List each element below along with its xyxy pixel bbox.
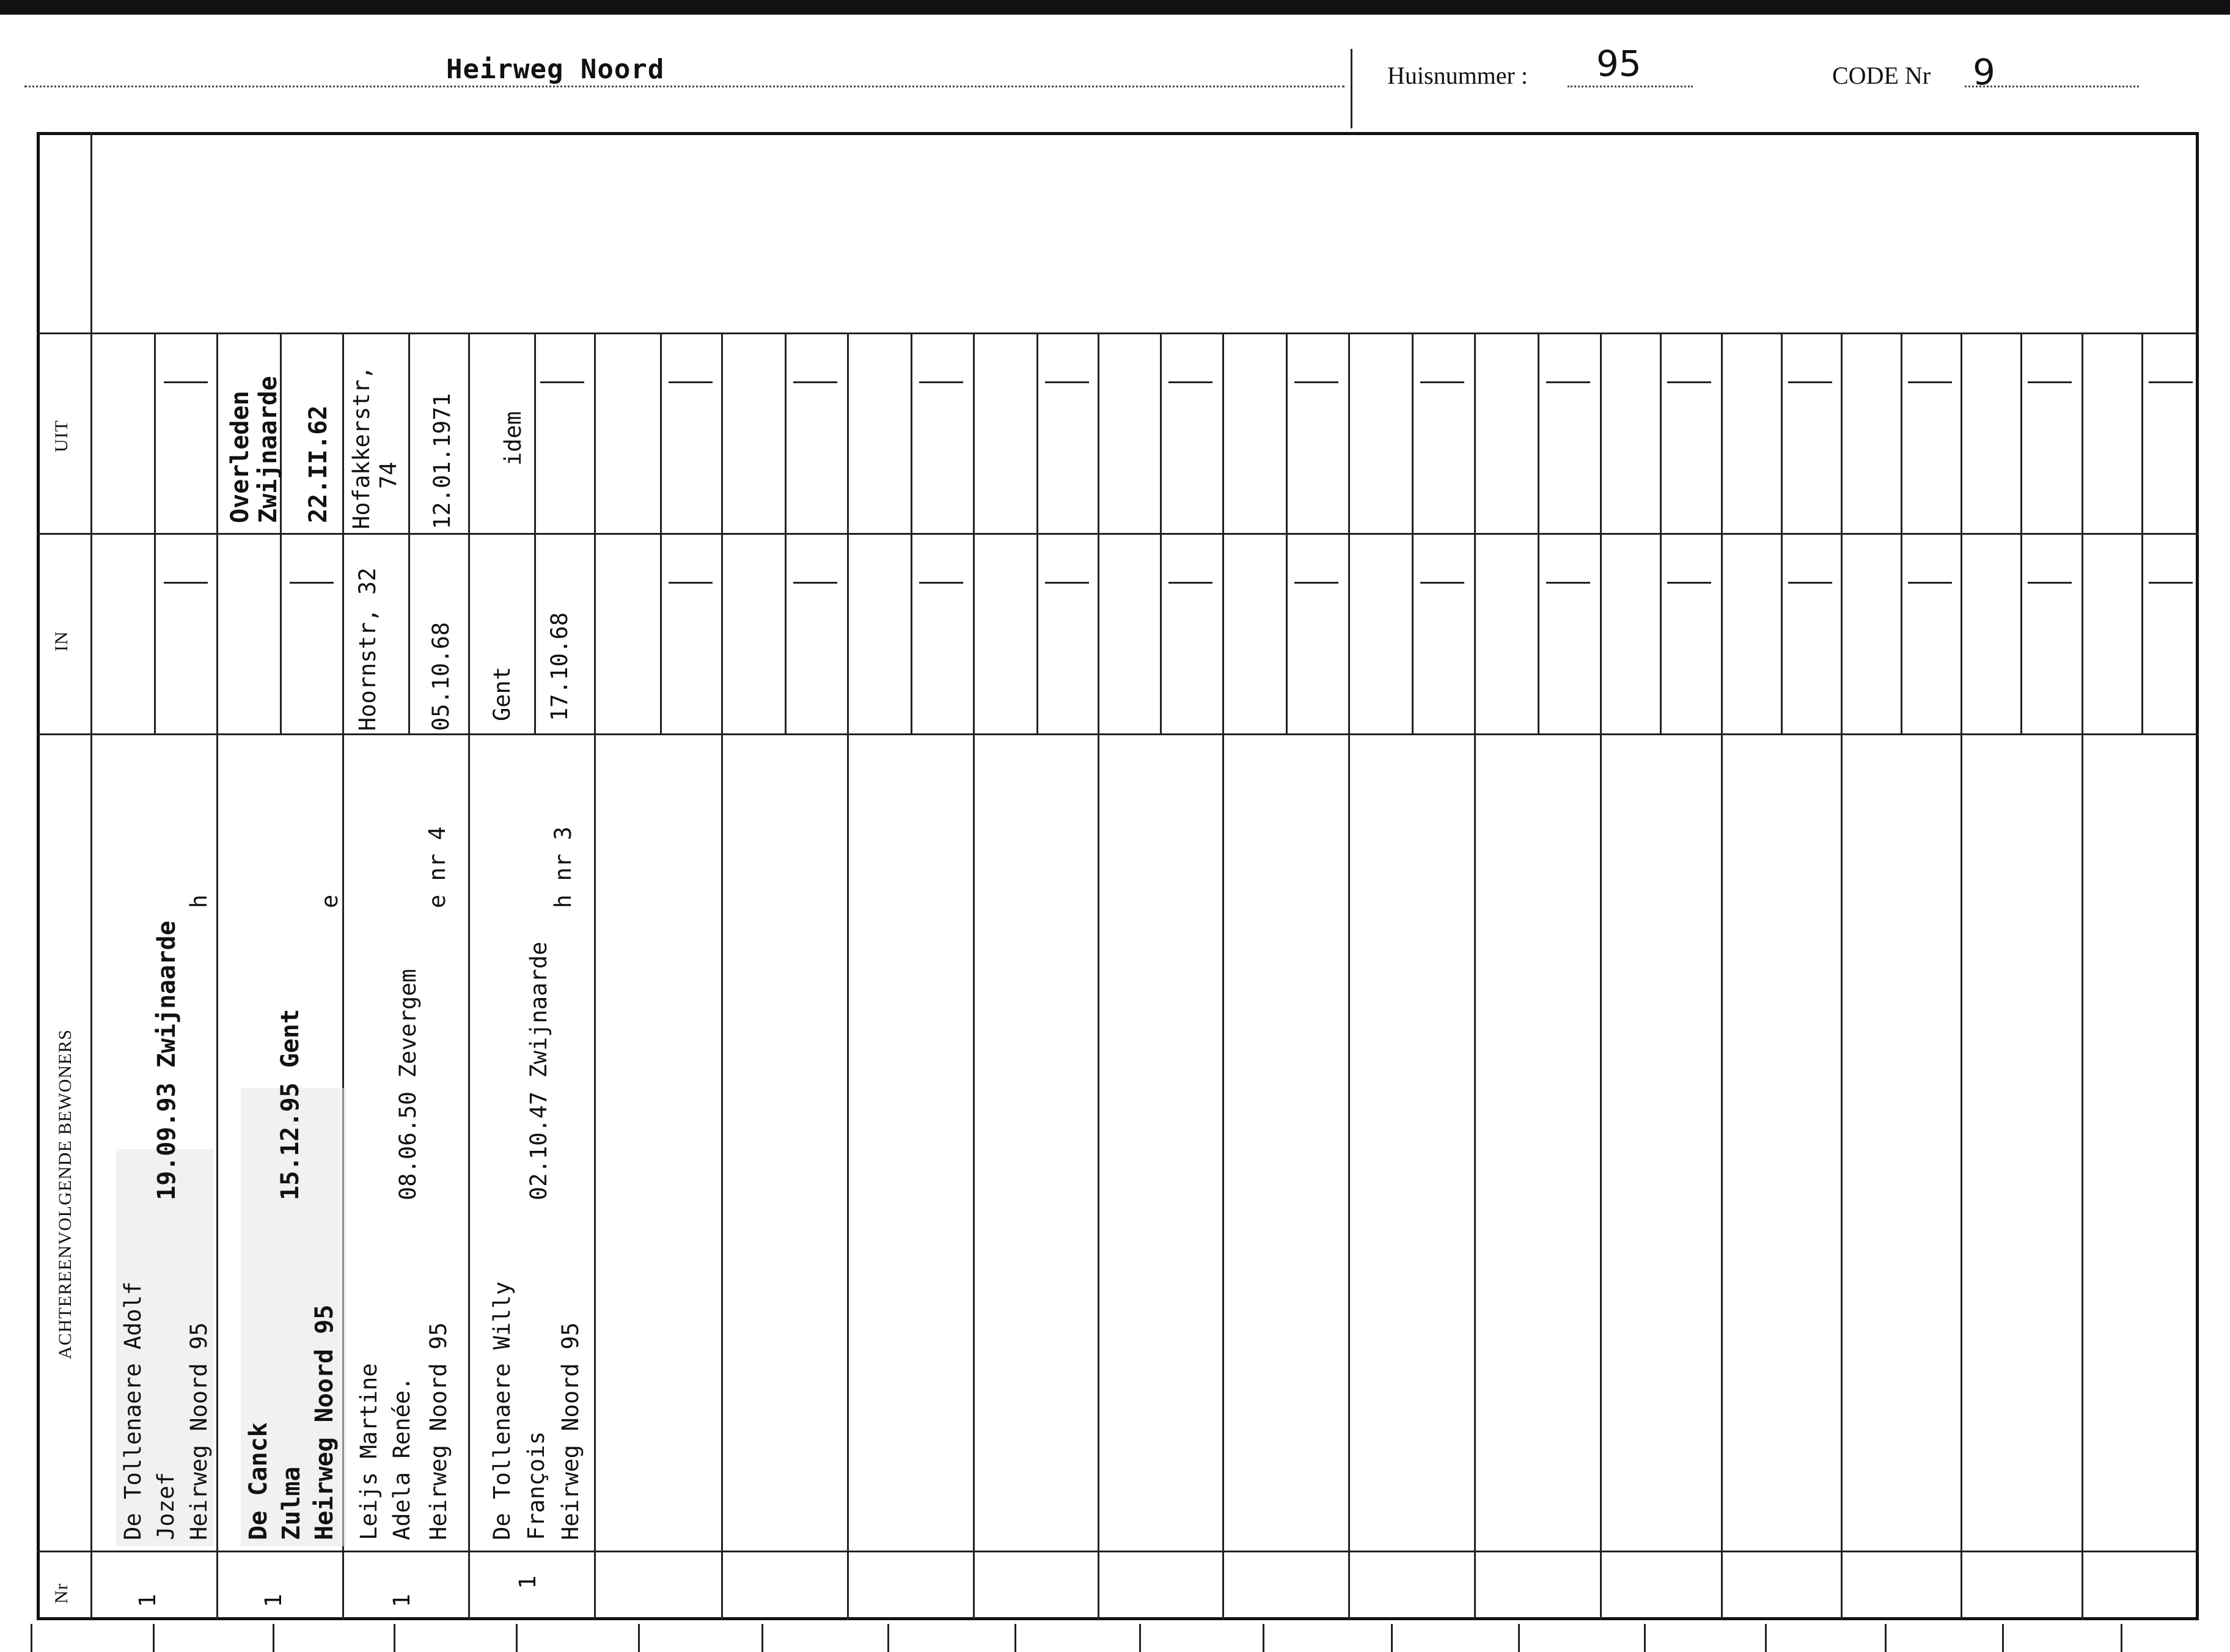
resident-address: Heirweg Noord 95: [310, 1304, 339, 1540]
resident-in-date: 17.10.68: [546, 612, 573, 721]
col-line: [847, 332, 849, 1620]
col-line: [1098, 332, 1099, 1620]
empty-dash: [1667, 582, 1711, 584]
empty-dash: [2149, 381, 2193, 383]
street-name: Heirweg Noord: [446, 54, 665, 85]
resident-birth: 08.06.50 Zevergem: [395, 969, 421, 1200]
resident-nr: 1: [515, 1575, 541, 1589]
street-dotted-line: [24, 86, 1344, 87]
huisnummer-value: 95: [1596, 43, 1641, 84]
bottom-tick: [2002, 1624, 2004, 1652]
sub-col-line: [1412, 332, 1414, 733]
sub-col-line: [1660, 332, 1662, 733]
sub-col-line: [2141, 332, 2143, 733]
row-line-uit-top: [37, 332, 2199, 334]
huisnummer-label: Huisnummer :: [1387, 62, 1528, 89]
resident-address: Heirweg Noord 95: [557, 1322, 584, 1540]
bottom-tick: [516, 1624, 518, 1652]
empty-dash: [1294, 582, 1338, 584]
empty-dash: [290, 582, 334, 584]
resident-in-place: Hoornstr, 32: [354, 567, 381, 731]
resident-birth: 02.10.47 Zwijnaarde: [526, 941, 552, 1200]
code-dotted-line: [1965, 86, 2139, 87]
resident-uit-place: 74: [375, 461, 402, 489]
empty-dash: [2028, 582, 2072, 584]
bottom-tick: [394, 1624, 395, 1652]
col-line: [1600, 332, 1602, 1620]
col-line: [1222, 332, 1224, 1620]
bottom-tick: [1139, 1624, 1141, 1652]
sub-col-line: [1036, 332, 1038, 733]
bottom-tick: [1518, 1624, 1520, 1652]
bottom-tick: [153, 1624, 155, 1652]
resident-uit-place: Zwijnaarde: [254, 376, 282, 523]
sub-col-line: [408, 332, 410, 733]
resident-in-date: 05.10.68: [428, 622, 454, 731]
col-line: [1721, 332, 1723, 1620]
top-border: [0, 0, 2230, 15]
header-separator: [1351, 49, 1352, 128]
empty-dash: [793, 582, 837, 584]
empty-dash: [1908, 381, 1952, 383]
row-line-in-top: [37, 533, 2199, 535]
bottom-tick: [1644, 1624, 1646, 1652]
empty-dash: [919, 381, 963, 383]
empty-dash: [1546, 582, 1590, 584]
resident-nr: 1: [389, 1593, 415, 1607]
resident-uit-date: 12.01.1971: [429, 393, 455, 529]
empty-dash: [1667, 381, 1711, 383]
empty-dash: [164, 582, 208, 584]
resident-name: De Canck: [244, 1422, 273, 1540]
resident-address: Heirweg Noord 95: [186, 1322, 212, 1540]
bottom-tick: [1885, 1624, 1887, 1652]
sub-col-line: [1781, 332, 1783, 733]
resident-uit-date: 22.II.62: [304, 405, 332, 523]
section-label-nr: Nr: [51, 1583, 72, 1604]
sub-col-line: [1901, 332, 1902, 733]
resident-code: e: [317, 894, 343, 908]
col-line: [216, 332, 218, 1620]
resident-address: Heirweg Noord 95: [425, 1322, 452, 1540]
bottom-tick: [273, 1624, 274, 1652]
sub-col-line: [534, 332, 536, 733]
empty-dash: [669, 381, 713, 383]
resident-birth: 19.09.93 Zwijnaarde: [153, 920, 181, 1200]
row-line-nr-top: [37, 1551, 2199, 1552]
resident-given-name: Jozef: [153, 1472, 179, 1540]
empty-dash: [1045, 582, 1089, 584]
resident-given-name: Zulma: [277, 1466, 306, 1540]
resident-nr: 1: [134, 1593, 161, 1607]
resident-given-name: Adela Renée.: [389, 1376, 415, 1540]
empty-dash: [540, 381, 584, 383]
bottom-tick: [31, 1624, 32, 1652]
empty-dash: [1294, 381, 1338, 383]
label-column-line: [90, 132, 92, 1620]
col-line: [721, 332, 723, 1620]
bottom-tick: [1263, 1624, 1264, 1652]
sub-col-line: [660, 332, 662, 733]
sub-col-line: [2020, 332, 2022, 733]
empty-dash: [793, 381, 837, 383]
empty-dash: [164, 381, 208, 383]
empty-dash: [2028, 381, 2072, 383]
resident-nr: 1: [260, 1593, 287, 1607]
resident-code: e nr 4: [424, 826, 450, 908]
resident-code: h nr 3: [550, 826, 576, 908]
resident-name: De Tollenaere Adolf: [120, 1281, 146, 1540]
row-line-bewoners-top: [37, 733, 2199, 735]
empty-dash: [919, 582, 963, 584]
empty-dash: [1420, 582, 1464, 584]
empty-dash: [1788, 582, 1832, 584]
col-line: [2081, 332, 2083, 1620]
resident-given-name: François: [523, 1431, 549, 1540]
col-line: [1841, 332, 1843, 1620]
empty-dash: [1788, 381, 1832, 383]
sub-col-line: [1160, 332, 1162, 733]
bottom-tick: [638, 1624, 640, 1652]
resident-name: Leijs Martine: [356, 1363, 382, 1540]
empty-dash: [1908, 582, 1952, 584]
code-label: CODE Nr: [1832, 62, 1931, 89]
resident-name: De Tollenaere Willy: [489, 1281, 515, 1540]
col-line: [1348, 332, 1350, 1620]
bottom-tick: [1014, 1624, 1016, 1652]
empty-dash: [1168, 381, 1212, 383]
empty-dash: [1420, 381, 1464, 383]
resident-birth: 15.12.95 Gent: [276, 1008, 304, 1200]
col-line: [594, 332, 596, 1620]
col-line: [468, 332, 470, 1620]
empty-dash: [669, 582, 713, 584]
resident-uit-place: Overleden: [226, 391, 254, 523]
bottom-tick: [887, 1624, 889, 1652]
code-value: 9: [1973, 51, 1995, 93]
sub-col-line: [154, 332, 156, 733]
bottom-tick: [2121, 1624, 2122, 1652]
sub-col-line: [1286, 332, 1288, 733]
col-line: [1960, 332, 1962, 1620]
huisnummer-dotted-line: [1568, 86, 1693, 87]
resident-code: h: [186, 894, 212, 908]
resident-uit-place: idem: [500, 411, 526, 466]
empty-dash: [2149, 582, 2193, 584]
empty-dash: [1045, 381, 1089, 383]
bottom-tick: [761, 1624, 763, 1652]
section-label-uit: UIT: [51, 420, 72, 452]
bottom-tick: [1765, 1624, 1767, 1652]
sub-col-line: [1538, 332, 1539, 733]
resident-in-place: Gent: [489, 666, 515, 721]
sub-col-line: [911, 332, 912, 733]
empty-dash: [1168, 582, 1212, 584]
section-label-bewoners: ACHTEREENVOLGENDE BEWONERS: [55, 1029, 75, 1359]
sub-col-line: [785, 332, 787, 733]
resident-uit-place: Hofakkerstr,: [348, 365, 375, 529]
col-line: [973, 332, 975, 1620]
bottom-tick: [1391, 1624, 1393, 1652]
empty-dash: [1546, 381, 1590, 383]
section-label-in: IN: [51, 631, 72, 652]
col-line: [1474, 332, 1476, 1620]
